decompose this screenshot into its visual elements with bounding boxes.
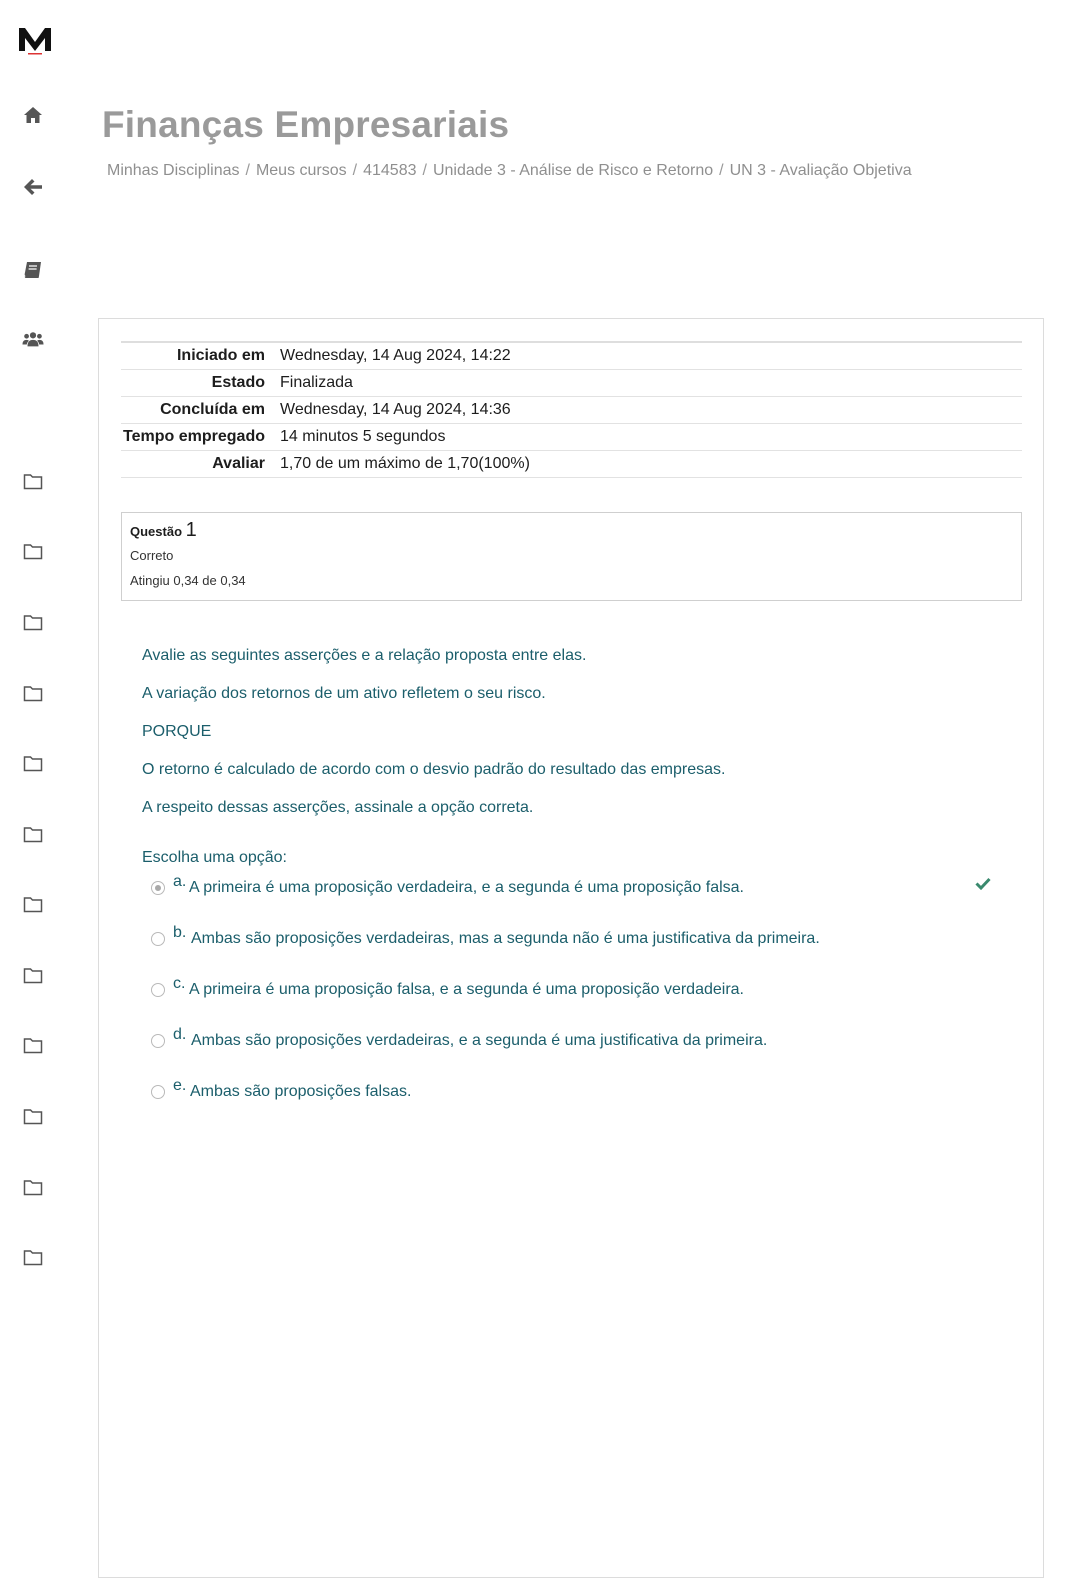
answer-prompt: Escolha uma opção: <box>142 849 287 866</box>
question-paragraph: Avalie as seguintes asserções e a relação proposta entre elas. <box>142 647 587 664</box>
option-text: Ambas são proposições verdadeiras, e a segunda é uma justificativa da primeira. <box>191 1032 768 1049</box>
folder-icon[interactable] <box>22 611 44 633</box>
book-icon[interactable] <box>22 259 44 281</box>
correct-check-icon <box>975 877 991 895</box>
home-icon[interactable] <box>22 104 44 126</box>
folder-icon[interactable] <box>22 752 44 774</box>
option-text: A primeira é uma proposição verdadeira, e a segunda é uma proposição falsa. <box>189 879 744 896</box>
question-text <box>142 646 1002 836</box>
attempt-summary-table <box>121 341 1022 478</box>
breadcrumb-item[interactable]: 414583 <box>363 162 417 179</box>
folder-icon[interactable] <box>22 1105 44 1127</box>
summary-label: Iniciado em <box>176 347 265 364</box>
question-label: Questão <box>130 524 183 539</box>
question-info-box <box>121 512 1022 601</box>
summary-value: Wednesday, 14 Aug 2024, 14:36 <box>280 401 511 418</box>
question-number <box>130 519 1013 542</box>
summary-row <box>121 424 1022 451</box>
question-paragraph: A respeito dessas asserções, assinale a opção correta. <box>142 799 534 816</box>
option-letter: b. <box>173 924 187 941</box>
answer-option-b[interactable] <box>151 924 1031 952</box>
summary-label: Avaliar <box>212 455 265 472</box>
summary-value: 1,70 de um máximo de 1,70(100%) <box>280 455 530 472</box>
folder-icon[interactable] <box>22 1176 44 1198</box>
folder-icon[interactable] <box>22 964 44 986</box>
folder-icon[interactable] <box>22 1246 44 1268</box>
summary-value: 14 minutos 5 segundos <box>280 428 446 445</box>
summary-label: Tempo empregado <box>123 428 265 445</box>
question-status: Correto <box>130 548 174 563</box>
arrow-left-icon[interactable] <box>22 176 44 198</box>
summary-row <box>121 343 1022 370</box>
question-number-value: 1 <box>185 519 197 541</box>
summary-value: Wednesday, 14 Aug 2024, 14:22 <box>280 347 511 364</box>
breadcrumb-item[interactable]: Unidade 3 - Análise de Risco e Retorno <box>432 162 714 179</box>
breadcrumb <box>107 162 912 180</box>
summary-row <box>121 451 1022 478</box>
page-title: Finanças Empresariais <box>102 104 510 145</box>
question-score: Atingiu 0,34 de 0,34 <box>130 573 246 588</box>
radio-button[interactable] <box>151 932 165 946</box>
summary-label: Concluída em <box>160 401 265 418</box>
question-paragraph: A variação dos retornos de um ativo refletem o seu risco. <box>142 685 546 702</box>
folder-icon[interactable] <box>22 682 44 704</box>
summary-row <box>121 397 1022 424</box>
folder-icon[interactable] <box>22 893 44 915</box>
breadcrumb-separator: / <box>719 162 724 179</box>
option-letter: e. <box>173 1077 187 1094</box>
answer-option-d[interactable] <box>151 1026 1031 1054</box>
answer-option-e[interactable] <box>151 1077 1031 1105</box>
option-text: A primeira é uma proposição falsa, e a segunda é uma proposição verdadeira. <box>189 981 744 998</box>
sidebar <box>0 0 66 1571</box>
summary-row <box>121 370 1022 397</box>
folder-icon[interactable] <box>22 823 44 845</box>
breadcrumb-separator: / <box>352 162 358 179</box>
option-letter: a. <box>173 873 187 890</box>
folder-icon[interactable] <box>22 470 44 492</box>
breadcrumb-item[interactable]: Meus cursos <box>255 162 347 179</box>
radio-button[interactable] <box>151 881 165 895</box>
question-paragraph: O retorno é calculado de acordo com o desvio padrão do resultado das empresas. <box>142 761 726 778</box>
radio-button[interactable] <box>151 1034 165 1048</box>
answer-option-a[interactable] <box>151 873 1031 901</box>
breadcrumb-item[interactable]: Minhas Disciplinas <box>107 162 240 179</box>
folder-icon[interactable] <box>22 540 44 562</box>
option-letter: c. <box>173 975 186 992</box>
answer-option-c[interactable] <box>151 975 1031 1003</box>
logo-icon[interactable] <box>18 24 52 56</box>
radio-button[interactable] <box>151 983 165 997</box>
breadcrumb-separator: / <box>422 162 427 179</box>
radio-button[interactable] <box>151 1085 165 1099</box>
summary-value: Finalizada <box>280 374 353 391</box>
quiz-review-card <box>98 318 1044 1578</box>
breadcrumb-separator: / <box>245 162 250 179</box>
question-paragraph: PORQUE <box>142 723 212 740</box>
summary-label: Estado <box>211 374 265 391</box>
option-text: Ambas são proposições verdadeiras, mas a segunda não é uma justificativa da primeira. <box>191 930 820 947</box>
breadcrumb-item[interactable]: UN 3 - Avaliação Objetiva <box>729 162 912 179</box>
option-letter: d. <box>173 1026 187 1043</box>
users-icon[interactable] <box>22 328 44 350</box>
folder-icon[interactable] <box>22 1034 44 1056</box>
option-text: Ambas são proposições falsas. <box>190 1083 412 1100</box>
